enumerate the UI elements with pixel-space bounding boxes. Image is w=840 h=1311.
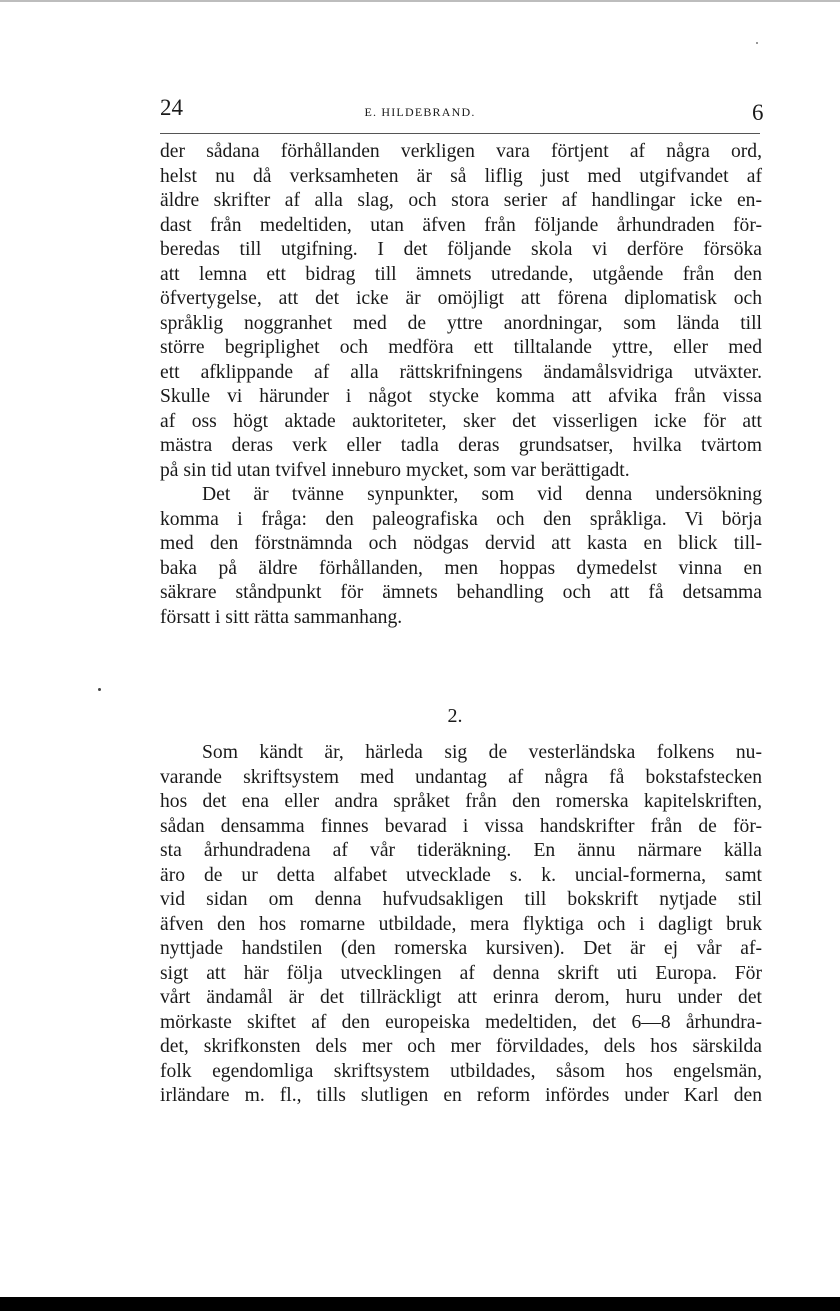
text-line: äro de ur detta alfabet utvecklade s. k. uncial-formerna, samt	[160, 864, 762, 886]
text-line: öfvertygelse, att det icke är omöjligt att förena diplomatisk och	[160, 288, 762, 309]
text-line: ett afklippande af alla rättskrifningens ändamålsvidriga utväxter.	[160, 361, 762, 383]
text-line: sådan densamma finnes bevarad i vissa handskrifter från de för-	[160, 815, 762, 837]
text-line: nyttjade handstilen (den romerska kursiven). Det är ej vår af-	[160, 938, 762, 959]
text-line: sta århundradena af vår tideräkning. En ännu närmare källa	[160, 840, 762, 861]
text-line: vid sidan om denna hufvudsakligen till bokskrift nytjade stil	[160, 889, 762, 910]
page-number: 24	[160, 95, 183, 120]
section-number: 2.	[447, 705, 463, 727]
top-edge-rule	[0, 0, 840, 2]
text-line: hos det ena eller andra språket från den romerska kapitelskriften,	[160, 791, 762, 812]
text-line: folk egendomliga skriftsystem utbildades, såsom hos engelsmän,	[160, 1060, 762, 1082]
text-line: större begriplighet och medföra ett tilltalande yttre, eller med	[160, 337, 762, 358]
text-line: försatt i sitt rätta sammanhang.	[160, 606, 403, 628]
text-line: äfven den hos romarne utbildade, mera flyktiga och i dagligt bruk	[160, 913, 762, 935]
text-line: dast från medeltiden, utan äfven från följande århundraden för-	[160, 214, 762, 236]
text-line: af oss högt aktade auktoriteter, sker det visserligen icke för att	[160, 410, 762, 432]
text-line: på sin tid utan tvifvel inneburo mycket, som var berättigadt.	[160, 459, 630, 481]
paper-speck	[756, 42, 758, 44]
text-line: mästra deras verk eller tadla deras grundsatser, hvilka tvärtom	[160, 435, 762, 456]
sheet-number: 6	[752, 100, 764, 125]
paragraph-1	[160, 140, 762, 630]
text-line: Som kändt är, härleda sig de vesterländska folkens nu-	[202, 742, 762, 763]
text-line: med den förstnämnda och nödgas dervid att kasta en blick till-	[160, 533, 762, 554]
text-line: äldre skrifter af alla slag, och stora serier af handlingar icke en-	[160, 190, 762, 211]
text-line: språklig noggranhet med de yttre anordningar, som lända till	[160, 312, 762, 334]
text-line: der sådana förhållanden verkligen vara förtjent af några ord,	[160, 141, 762, 162]
text-line: det, skrifkonsten dels mer och mer förvildades, dels hos särskilda	[160, 1036, 762, 1057]
text-line: varande skriftsystem med undantag af några få bokstafstecken	[160, 766, 762, 788]
text-line: sigt att här följa utvecklingen af denna skrift uti Europa. För	[160, 962, 762, 984]
text-line: Det är tvänne synpunkter, som vid denna undersökning	[202, 484, 762, 505]
text-line: vårt ändamål är det tillräckligt att erinra derom, huru under det	[160, 987, 762, 1008]
text-line: beredas till utgifning. I det följande skola vi derföre försöka	[160, 239, 762, 260]
text-line: irländare m. fl., tills slutligen en reform infördes under Karl den	[160, 1085, 762, 1106]
header-rule	[160, 133, 760, 134]
text-line: mörkaste skiftet af den europeiska medeltiden, det 6—8 århundra-	[160, 1011, 762, 1033]
text-line: helst nu då verksamheten är så liflig just med utgifvandet af	[160, 165, 762, 187]
text-line: baka på äldre förhållanden, men hoppas dymedelst vinna en	[160, 557, 762, 579]
text-line: Skulle vi härunder i något stycke komma att afvika från vissa	[160, 386, 762, 407]
text-line: komma i fråga: den paleografiska och den språkliga. Vi börja	[160, 508, 762, 530]
running-head: E. HILDEBRAND.	[364, 105, 476, 119]
margin-dot	[98, 688, 101, 691]
text-line: säkrare ståndpunkt för ämnets behandling och att få detsamma	[160, 582, 762, 603]
bottom-scan-edge	[0, 1297, 840, 1311]
paragraph-3	[160, 741, 762, 1109]
text-line: att lemna ett bidrag till ämnets utredande, utgående från den	[160, 263, 762, 285]
